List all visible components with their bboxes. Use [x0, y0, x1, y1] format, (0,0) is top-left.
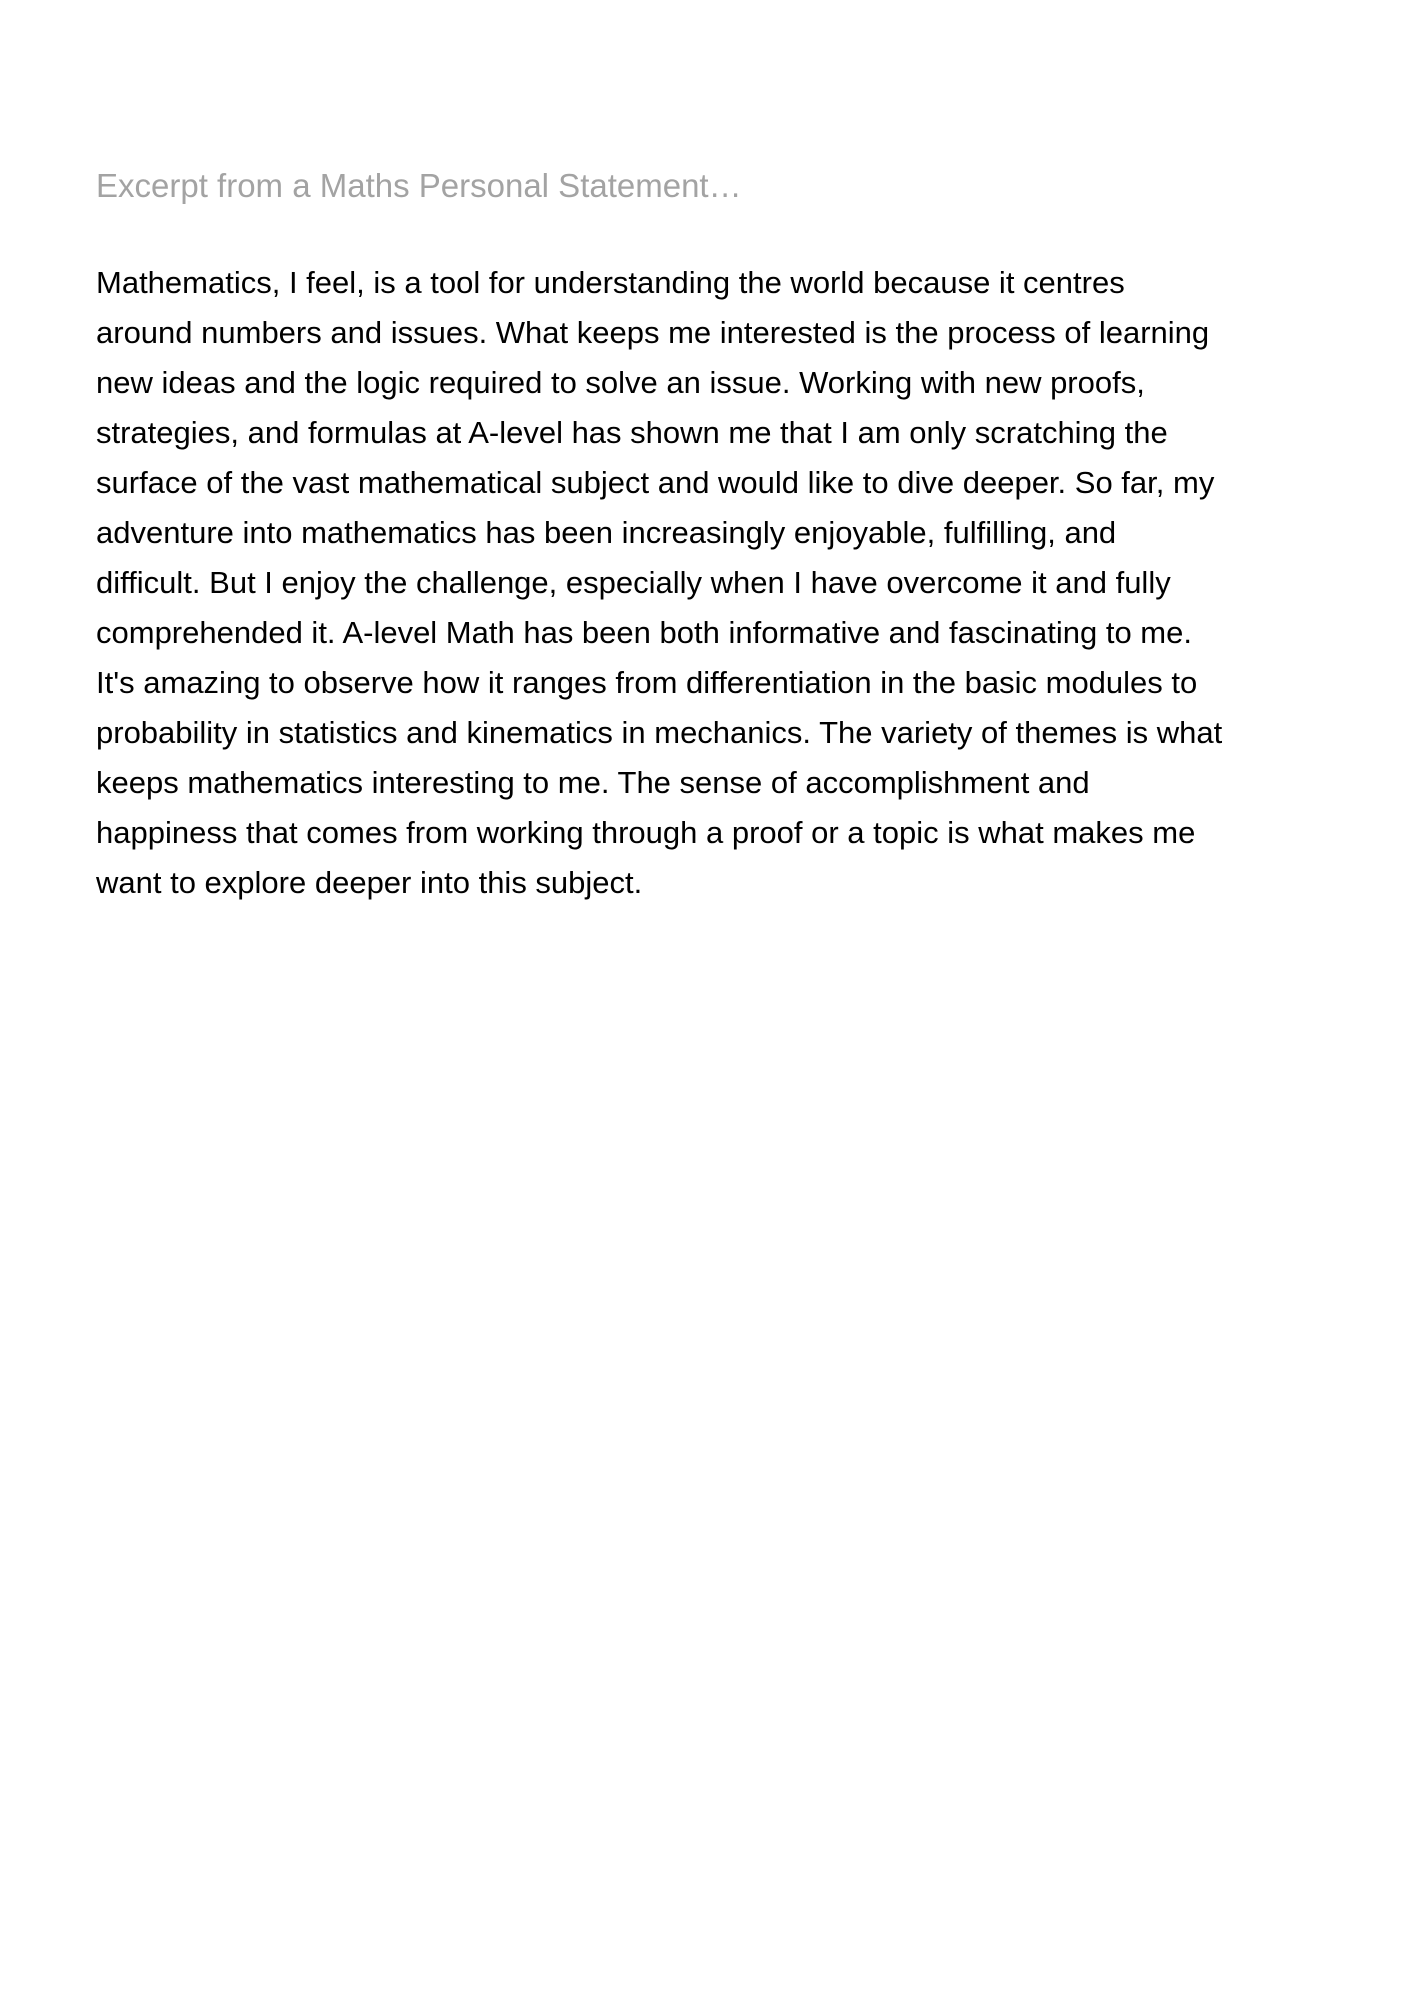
paragraph-line: probability in statistics and kinematics in mechanics. The variety of themes is what — [96, 715, 1223, 750]
paragraph-line: difficult. But I enjoy the challenge, especially when I have overcome it and fully — [96, 565, 1171, 600]
paragraph-line: keeps mathematics interesting to me. The sense of accomplishment and — [96, 765, 1090, 800]
paragraph-line: around numbers and issues. What keeps me interested is the process of learning — [96, 315, 1210, 350]
paragraph-line: adventure into mathematics has been increasingly enjoyable, fulfilling, and — [96, 515, 1117, 550]
paragraph-line: Mathematics, I feel, is a tool for understanding the world because it centres — [96, 265, 1125, 300]
excerpt-caption: Excerpt from a Maths Personal Statement… — [96, 167, 742, 204]
statement-paragraph — [96, 258, 1356, 908]
paragraph-line: happiness that comes from working through a proof or a topic is what makes me — [96, 815, 1196, 850]
paragraph-line: comprehended it. A-level Math has been both informative and fascinating to me. — [96, 615, 1192, 650]
paragraph-line: surface of the vast mathematical subject and would like to dive deeper. So far, my — [96, 465, 1215, 500]
paragraph-line: strategies, and formulas at A-level has shown me that I am only scratching the — [96, 415, 1168, 450]
paragraph-line: new ideas and the logic required to solve an issue. Working with new proofs, — [96, 365, 1145, 400]
paragraph-line: It's amazing to observe how it ranges from differentiation in the basic modules to — [96, 665, 1198, 700]
paragraph-line: want to explore deeper into this subject. — [96, 865, 643, 900]
